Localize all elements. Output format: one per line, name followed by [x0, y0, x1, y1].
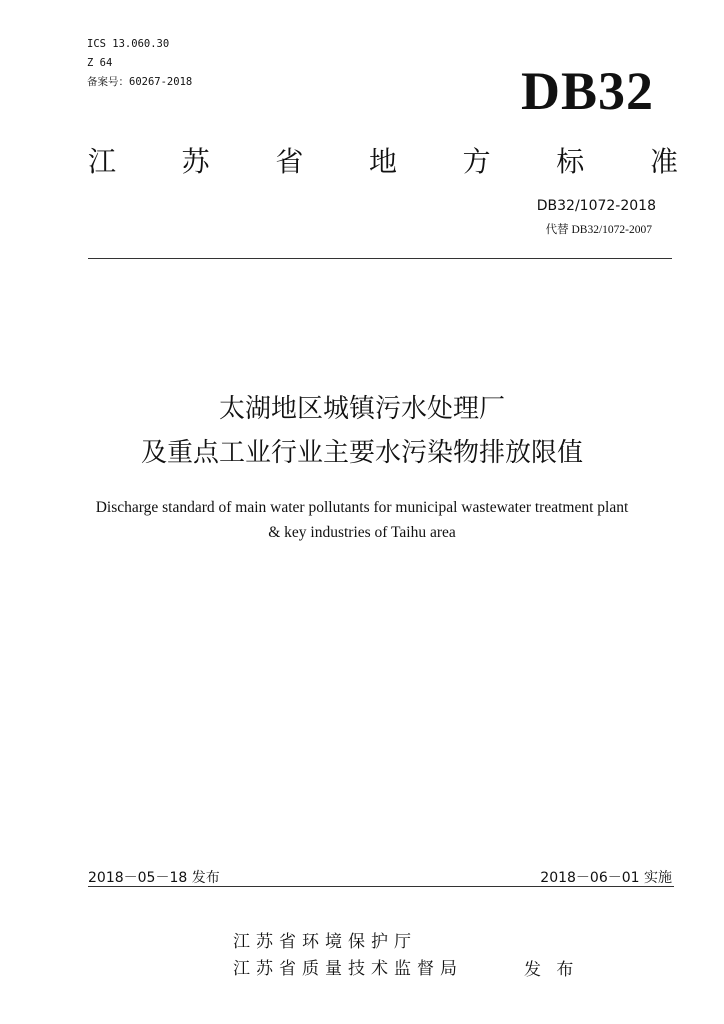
implement-date: 2018－06－01 实施: [540, 870, 672, 886]
replaces-code: 代替 DB32/1072-2007: [545, 224, 652, 236]
standard-code: DB32/1072-2018: [536, 198, 656, 214]
issue-date: 2018－05－18 发布: [88, 870, 220, 886]
title-en-line1: Discharge standard of main water pollutants for municipal wastewater treatment plant: [95, 499, 629, 516]
ccs-code: Z 64: [87, 57, 113, 69]
standard-type-char: 准: [649, 145, 678, 178]
title-zh-line2: 及重点工业行业主要水污染物排放限值: [140, 438, 583, 468]
footer-divider: [88, 886, 674, 887]
issuer-line1: 江苏省环境保护厅: [233, 932, 417, 952]
standard-type-char: 省: [275, 145, 304, 178]
standard-type-char: 方: [462, 145, 491, 178]
standard-type-char: 苏: [181, 145, 210, 178]
db-logo: DB32: [520, 61, 654, 121]
standard-type-char: 标: [556, 145, 585, 178]
ics-code: ICS 13.060.30: [87, 38, 170, 50]
standard-type-char: 地: [368, 145, 397, 178]
standard-type-char: 江: [88, 145, 117, 178]
header-divider: [88, 258, 672, 259]
publish-label: 发 布: [524, 960, 579, 980]
title-zh-line1: 太湖地区城镇污水处理厂: [218, 394, 505, 424]
title-en-line2: & key industries of Taihu area: [268, 524, 456, 541]
metadata-block: [87, 35, 192, 92]
title-zh: [0, 387, 724, 475]
title-en: [0, 495, 724, 545]
standard-type: [88, 140, 678, 180]
issuer-line2: 江苏省质量技术监督局: [233, 959, 463, 979]
issuer-block: [233, 929, 463, 983]
record-number: 备案号：60267-2018: [87, 76, 193, 88]
